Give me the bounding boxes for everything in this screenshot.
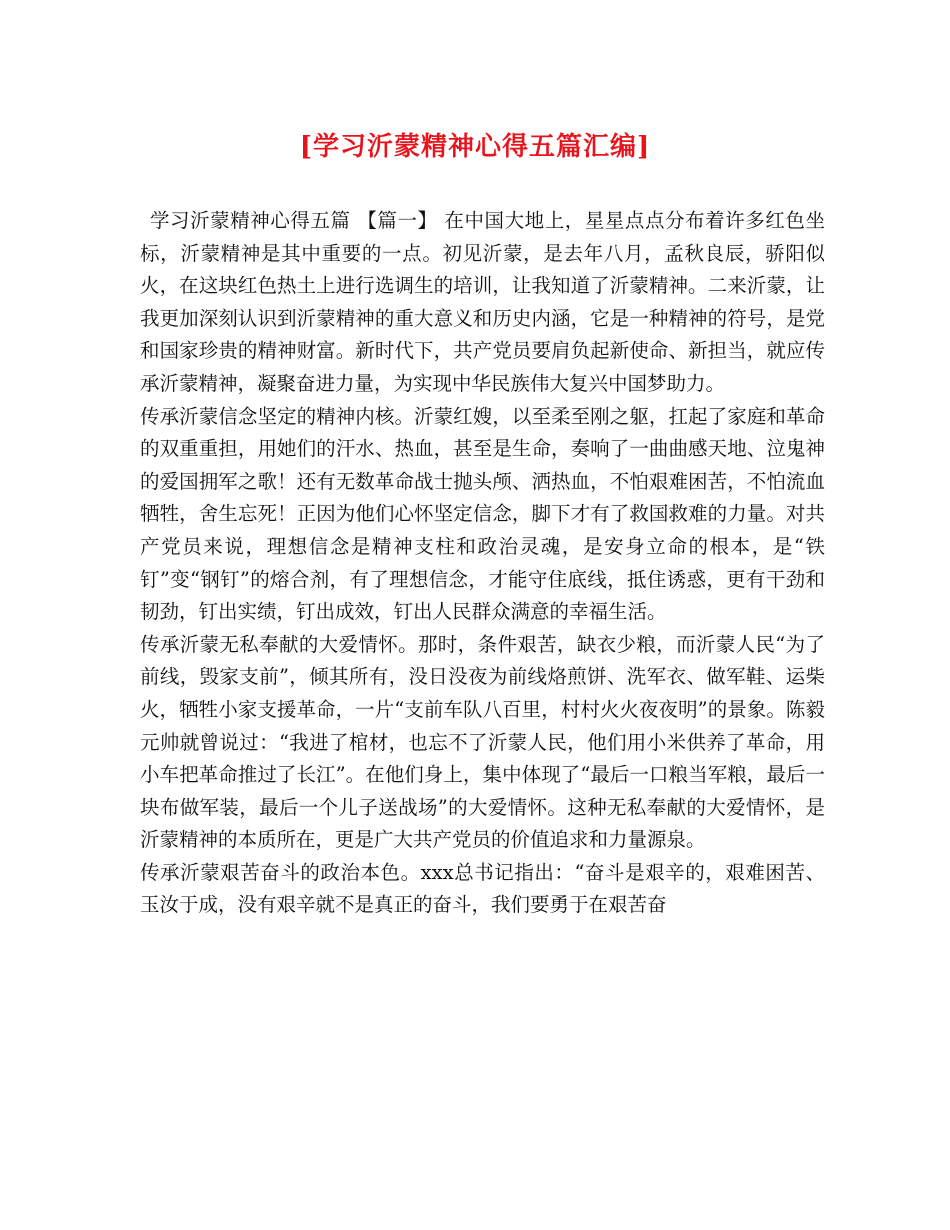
paragraph-4: 传承沂蒙艰苦奋斗的政治本色。xxx总书记指出：“奋斗是艰辛的，艰难困苦、玉汝于成，没有艰辛就不是真正的奋斗，我们要勇于在艰苦奋 [140,860,825,917]
paragraph-1: 学习沂蒙精神心得五篇 【篇一】 在中国大地上，星星点点分布着许多红色坐标，沂蒙精神是其中重要的一点。初见沂蒙，是去年八月，孟秋良辰，骄阳似火，在这块红色热土上进行选调生的培训，让我知道了沂蒙精神。二来沂蒙，让我更加深刻认识到沂蒙精神的重大意义和历史内涵，它是一种精神的符号，是党和国家珍贵的精神财富。新时代下，共产党员要肩负起新使命、新担当，就应传承沂蒙精神，凝聚奋进力量，为实现中华民族伟大复兴中国梦助力。 [140,209,825,395]
document-title: [学习沂蒙精神心得五篇汇编] [299,132,651,162]
paragraph-3: 传承沂蒙无私奉献的大爱情怀。那时，条件艰苦，缺衣少粮，而沂蒙人民“为了前线，毁家支前”，倾其所有，没日没夜为前线烙煎饼、洗军衣、做军鞋、运柴火，牺牲小家支援革命，一片“支前车队八百里，村村火火夜夜明”的景象。陈毅元帅就曾说过：“我进了棺材，也忘不了沂蒙人民，他们用小米供养了革命，用小车把革命推过了长江”。在他们身上，集中体现了“最后一口粮当军粮，最后一块布做军装，最后一个儿子送战场”的大爱情怀。这种无私奉献的大爱情怀，是沂蒙精神的本质所在，更是广大共产党员的价值追求和力量源泉。 [140,632,825,852]
paragraph-2: 传承沂蒙信念坚定的精神内核。沂蒙红嫂，以至柔至刚之躯，扛起了家庭和革命的双重重担，用她们的汗水、热血，甚至是生命，奏响了一曲曲感天地、泣鬼神的爱国拥军之歌！还有无数革命战士抛头颅、洒热血，不怕艰难困苦，不怕流血牺牲，舍生忘死！正因为他们心怀坚定信念，脚下才有了救国救难的力量。对共产党员来说，理想信念是精神支柱和政治灵魂，是安身立命的根本，是“铁钉”变“钢钉”的熔合剂，有了理想信念，才能守住底线，抵住诱惑，更有干劲和韧劲，钉出实绩，钉出成效，钉出人民群众满意的幸福生活。 [140,404,825,624]
document-body [140,205,825,922]
